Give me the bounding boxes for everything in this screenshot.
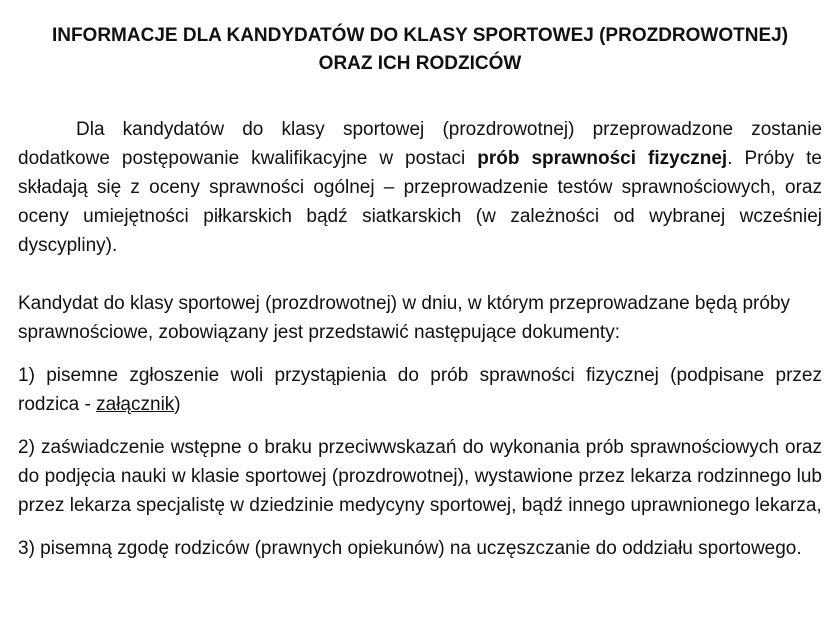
- intro-bold-phrase: prób sprawności fizycznej: [477, 148, 728, 169]
- title-line-1: INFORMACJE DLA KANDYDATÓW DO KLASY SPORTOWEJ (PROZDROWOTNEJ): [51, 25, 789, 46]
- attachment-link[interactable]: załącznik: [96, 394, 175, 415]
- item-1-text-start: 1) pisemne zgłoszenie woli przystąpienia do prób sprawności fizycznej (podpisane przez rodzica -: [18, 365, 822, 415]
- intro-paragraph: [18, 115, 822, 260]
- requirement-item-3: 3) pisemną zgodę rodziców (prawnych opiekunów) na uczęszczanie do oddziału sportowego.: [18, 538, 802, 559]
- requirement-item-2: 2) zaświadczenie wstępne o braku przeciwwskazań do wykonania prób sprawnościowych oraz do podjęcia nauki w klasie sportowej (prozdrowotnej), wystawione przez lekarza rodzinnego lub przez lekarza specjalistę w dziedzinie medycyny sportowej, bądź innego uprawnionego lekarza,: [18, 437, 822, 516]
- document-title: [18, 22, 822, 78]
- intro-text-end: . Próby te składają się z oceny sprawności ogólnej – przeprowadzenie testów sprawnościowych, oraz oceny umiejętności piłkarskich bądź siatkarskich (w zależności od wybranej wcześniej dyscypliny).: [18, 148, 822, 256]
- requirement-item-1: [18, 361, 822, 419]
- documents-intro-paragraph: Kandydat do klasy sportowej (prozdrowotnej) w dniu, w którym przeprowadzane będą próby sprawnościowe, zobowiązany jest przedstawić następujące dokumenty:: [18, 293, 791, 343]
- title-line-2: ORAZ ICH RODZICÓW: [318, 53, 522, 74]
- item-1-text-end: ): [174, 394, 181, 415]
- intro-text-start: Dla kandydatów do klasy sportowej (prozdrowotnej) przeprowadzone zostanie dodatkowe postępowanie kwalifikacyjne w postaci: [18, 119, 822, 169]
